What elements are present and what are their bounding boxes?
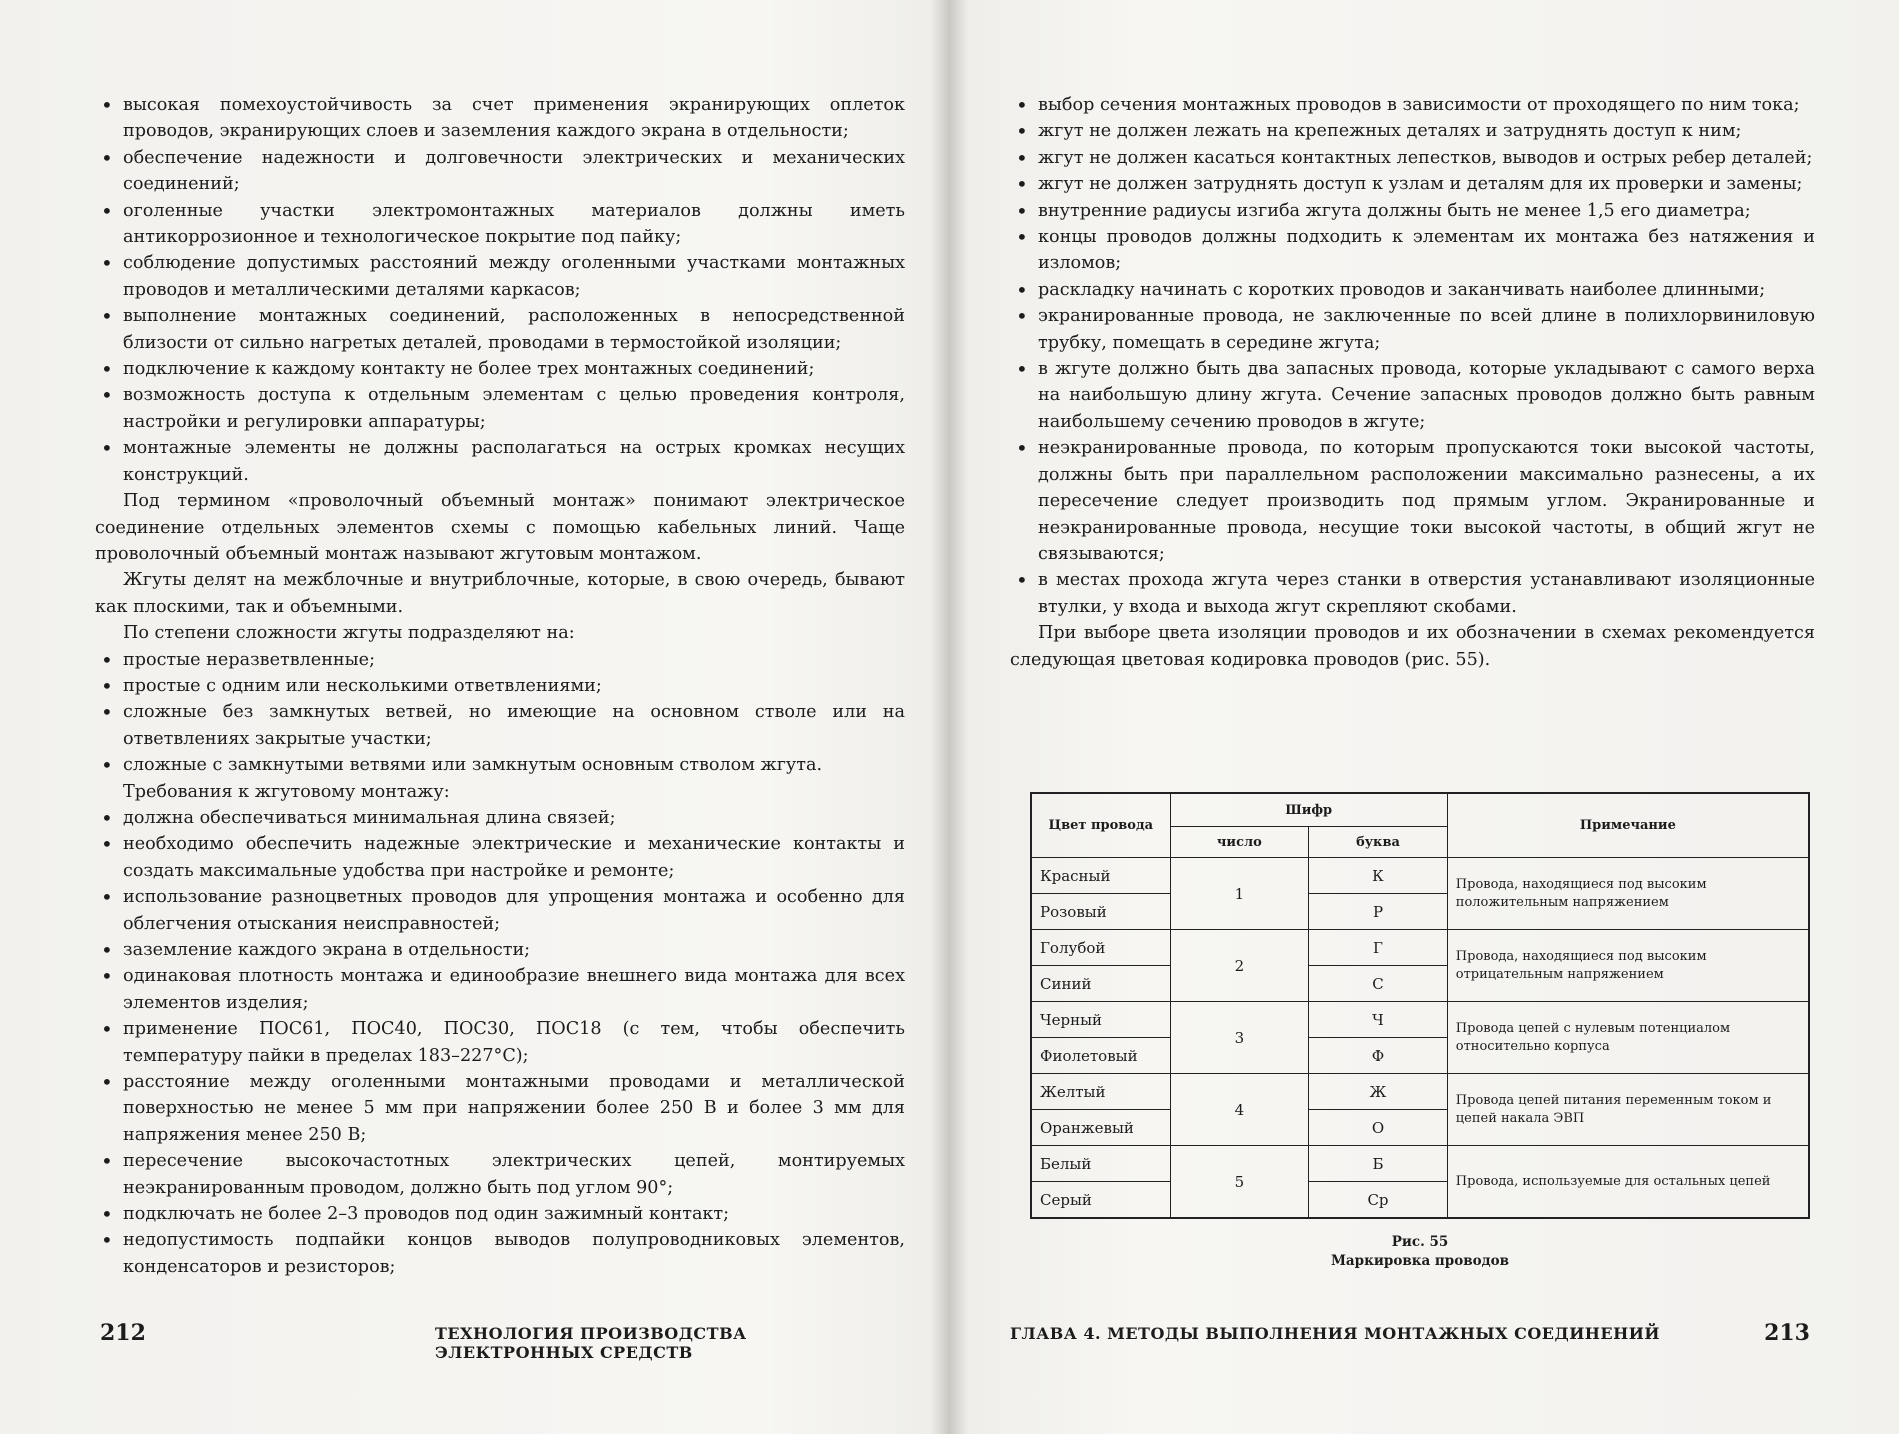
cell-note: Провода цепей с нулевым потенциалом относительно корпуса bbox=[1447, 1002, 1809, 1074]
table-row bbox=[1031, 858, 1809, 894]
right-page bbox=[1010, 0, 1815, 1434]
left-page-text bbox=[95, 92, 905, 1280]
list-item: • в жгуте должно быть два запасных провода, которые укладывают с самого верха на наибольшую длину жгута. Сечение запасных проводов должно быть равным наибольшему сечению проводов в жгуте; bbox=[1010, 356, 1815, 435]
cell-color: Голубой bbox=[1031, 930, 1170, 966]
cell-color: Оранжевый bbox=[1031, 1110, 1170, 1146]
list-item: • подключать не более 2–3 проводов под один зажимный контакт; bbox=[95, 1201, 905, 1227]
cell-number: 3 bbox=[1170, 1002, 1309, 1074]
col-header-color: Цвет провода bbox=[1031, 793, 1170, 858]
running-title: ГЛАВА 4. МЕТОДЫ ВЫПОЛНЕНИЯ МОНТАЖНЫХ СОЕДИНЕНИЙ bbox=[1010, 1324, 1660, 1343]
col-header-note: Примечание bbox=[1447, 793, 1809, 858]
list-item: • должна обеспечиваться минимальная длина связей; bbox=[95, 805, 905, 831]
cell-letter: С bbox=[1309, 966, 1448, 1002]
left-bullets-1 bbox=[95, 92, 905, 488]
list-item: • возможность доступа к отдельным элементам с целью проведения контроля, настройки и регулировки аппаратуры; bbox=[95, 382, 905, 435]
cell-note: Провода цепей питания переменным током и цепей накала ЭВП bbox=[1447, 1074, 1809, 1146]
cell-color: Белый bbox=[1031, 1146, 1170, 1182]
list-item: • высокая помехоустойчивость за счет применения экранирующих оплеток проводов, экранирующих слоев и заземления каждого экрана в отдельности; bbox=[95, 92, 905, 145]
cell-letter: Г bbox=[1309, 930, 1448, 966]
table-row bbox=[1031, 1074, 1809, 1110]
cell-number: 1 bbox=[1170, 858, 1309, 930]
col-header-code: Шифр bbox=[1170, 793, 1447, 827]
cell-note: Провода, находящиеся под высоким отрицательным напряжением bbox=[1447, 930, 1809, 1002]
paragraph: Жгуты делят на межблочные и внутриблочные, которые, в свою очередь, бывают как плоскими, так и объемными. bbox=[95, 570, 905, 617]
right-page-text bbox=[1010, 92, 1815, 673]
figure-caption-block bbox=[1030, 1233, 1810, 1271]
left-page bbox=[95, 0, 905, 1434]
list-item: • монтажные элементы не должны располагаться на острых кромках несущих конструкций. bbox=[95, 435, 905, 488]
list-item: • неэкранированные провода, по которым пропускаются токи высокой частоты, должны быть при параллельном расположении максимально разнесены, а их пересечение следует производить под прямым углом. Экранированные и неэкранированные провода, несущие токи высокой частоты, в общий жгут не связываются; bbox=[1010, 435, 1815, 567]
table-row bbox=[1031, 1146, 1809, 1182]
list-item: • расстояние между оголенными монтажными проводами и металлической поверхностью не менее 5 мм при напряжении более 250 В и более 3 мм для напряжения менее 250 В; bbox=[95, 1069, 905, 1148]
cell-letter: Б bbox=[1309, 1146, 1448, 1182]
list-item: • обеспечение надежности и долговечности электрических и механических соединений; bbox=[95, 145, 905, 198]
cell-number: 4 bbox=[1170, 1074, 1309, 1146]
list-item: • недопустимость подпайки концов выводов полупроводниковых элементов, конденсаторов и резисторов; bbox=[95, 1227, 905, 1280]
paragraph: Под термином «проволочный объемный монтаж» понимают электрическое соединение отдельных элементов схемы с помощью кабельных линий. Чаще проволочный объемный монтаж называют жгутовым монтажом. bbox=[95, 491, 905, 564]
list-item: • простые с одним или несколькими ответвлениями; bbox=[95, 673, 905, 699]
list-item: • простые неразветвленные; bbox=[95, 647, 905, 673]
cell-letter: К bbox=[1309, 858, 1448, 894]
list-item: • внутренние радиусы изгиба жгута должны быть не менее 1,5 его диаметра; bbox=[1010, 198, 1815, 224]
cell-letter: Ф bbox=[1309, 1038, 1448, 1074]
list-item: • сложные с замкнутыми ветвями или замкнутым основным стволом жгута. bbox=[95, 752, 905, 778]
cell-number: 2 bbox=[1170, 930, 1309, 1002]
cell-color: Розовый bbox=[1031, 894, 1170, 930]
cell-color: Серый bbox=[1031, 1182, 1170, 1219]
cell-letter: Ж bbox=[1309, 1074, 1448, 1110]
left-bullets-3 bbox=[95, 805, 905, 1280]
cell-letter: Ч bbox=[1309, 1002, 1448, 1038]
figure-55 bbox=[1030, 792, 1810, 1271]
list-item: • оголенные участки электромонтажных материалов должны иметь антикоррозионное и технологическое покрытие под пайку; bbox=[95, 198, 905, 251]
list-item: • пересечение высокочастотных электрических цепей, монтируемых неэкранированным проводом, должно быть под углом 90°; bbox=[95, 1148, 905, 1201]
list-item: • жгут не должен затруднять доступ к узлам и деталям для их проверки и замены; bbox=[1010, 171, 1815, 197]
cell-color: Желтый bbox=[1031, 1074, 1170, 1110]
cell-note: Провода, находящиеся под высоким положительным напряжением bbox=[1447, 858, 1809, 930]
table-body bbox=[1031, 858, 1809, 1219]
list-item: • жгут не должен касаться контактных лепестков, выводов и острых ребер деталей; bbox=[1010, 145, 1815, 171]
list-item: • подключение к каждому контакту не более трех монтажных соединений; bbox=[95, 356, 905, 382]
running-title: ТЕХНОЛОГИЯ ПРОИЗВОДСТВА ЭЛЕКТРОННЫХ СРЕДСТВ bbox=[435, 1324, 747, 1362]
figure-number: Рис. 55 bbox=[1391, 1234, 1449, 1250]
col-header-letter: буква bbox=[1309, 827, 1448, 858]
cell-color: Фиолетовый bbox=[1031, 1038, 1170, 1074]
paragraph: При выборе цвета изоляции проводов и их обозначении в схемах рекомендуется следующая цветовая кодировка проводов (рис. 55). bbox=[1010, 623, 1815, 670]
right-bullets-1 bbox=[1010, 92, 1815, 620]
list-item: • в местах прохода жгута через станки в отверстия устанавливают изоляционные втулки, у входа и выхода жгут скрепляют скобами. bbox=[1010, 567, 1815, 620]
list-item: • выбор сечения монтажных проводов в зависимости от проходящего по ним тока; bbox=[1010, 92, 1815, 118]
list-item: • одинаковая плотность монтажа и единообразие внешнего вида монтажа для всех элементов изделия; bbox=[95, 963, 905, 1016]
page-number: 212 bbox=[100, 1320, 146, 1346]
list-item: • концы проводов должны подходить к элементам их монтажа без натяжения и изломов; bbox=[1010, 224, 1815, 277]
figure-caption: Маркировка проводов bbox=[1330, 1253, 1509, 1269]
cell-letter: Р bbox=[1309, 894, 1448, 930]
list-item: • использование разноцветных проводов для упрощения монтажа и особенно для облегчения отыскания неисправностей; bbox=[95, 884, 905, 937]
col-header-number: число bbox=[1170, 827, 1309, 858]
cell-note: Провода, используемые для остальных цепей bbox=[1447, 1146, 1809, 1219]
wire-color-table bbox=[1030, 792, 1810, 1219]
paragraph: Требования к жгутовому монтажу: bbox=[123, 781, 450, 802]
cell-letter: О bbox=[1309, 1110, 1448, 1146]
list-item: • сложные без замкнутых ветвей, но имеющие на основном стволе или на ответвлениях закрытые участки; bbox=[95, 699, 905, 752]
paragraph: По степени сложности жгуты подразделяют на: bbox=[123, 623, 575, 644]
cell-color: Синий bbox=[1031, 966, 1170, 1002]
list-item: • раскладку начинать с коротких проводов и заканчивать наиболее длинными; bbox=[1010, 277, 1815, 303]
cell-number: 5 bbox=[1170, 1146, 1309, 1219]
table-row bbox=[1031, 930, 1809, 966]
list-item: • выполнение монтажных соединений, расположенных в непосредственной близости от сильно нагретых деталей, проводами в термостойкой изоляции; bbox=[95, 303, 905, 356]
list-item: • экранированные провода, не заключенные по всей длине в полихлорвиниловую трубку, помещать в середине жгута; bbox=[1010, 303, 1815, 356]
list-item: • жгут не должен лежать на крепежных деталях и затруднять доступ к ним; bbox=[1010, 118, 1815, 144]
cell-color: Черный bbox=[1031, 1002, 1170, 1038]
list-item: • применение ПОС61, ПОС40, ПОС30, ПОС18 (с тем, чтобы обеспечить температуру пайки в пределах 183–227°С); bbox=[95, 1016, 905, 1069]
left-bullets-2 bbox=[95, 647, 905, 779]
list-item: • необходимо обеспечить надежные электрические и механические контакты и создать максимальные удобства при настройке и ремонте; bbox=[95, 831, 905, 884]
cell-color: Красный bbox=[1031, 858, 1170, 894]
table-row bbox=[1031, 1002, 1809, 1038]
page-number: 213 bbox=[1764, 1320, 1810, 1346]
list-item: • соблюдение допустимых расстояний между оголенными участками монтажных проводов и металлическими деталями каркасов; bbox=[95, 250, 905, 303]
list-item: • заземление каждого экрана в отдельности; bbox=[95, 937, 905, 963]
cell-letter: Ср bbox=[1309, 1182, 1448, 1219]
